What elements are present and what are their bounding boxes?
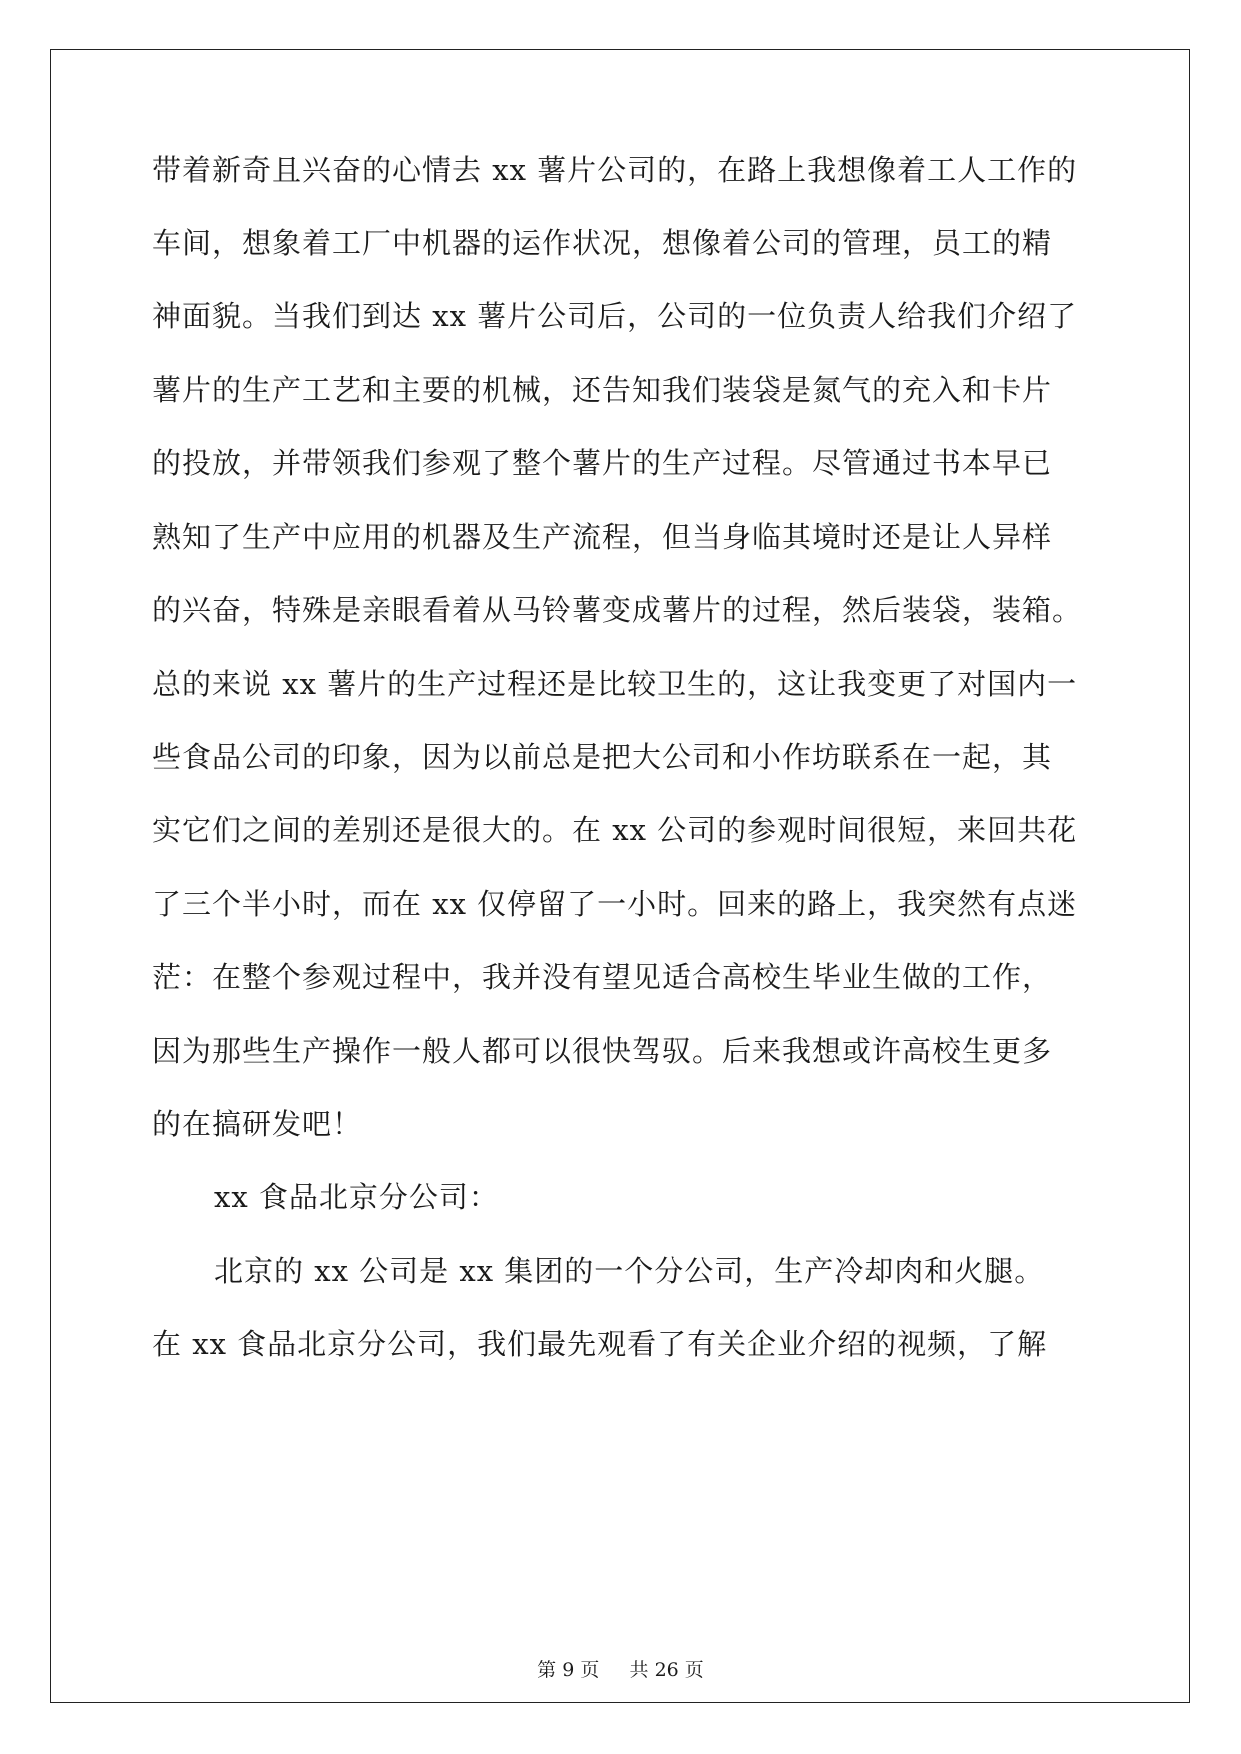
page-number: 第 9 页 [537, 1659, 600, 1681]
text-line: 的投放，并带领我们参观了整个薯片的生产过程。尽管通过书本早已 [152, 446, 1053, 480]
text-line: 神面貌。当我们到达 xx 薯片公司后，公司的一位负责人给我们介绍了 [152, 299, 1078, 333]
section-heading: xx 食品北京分公司： [214, 1180, 499, 1214]
text-line: 因为那些生产操作一般人都可以很快驾驭。后来我想或许高校生更多 [152, 1034, 1053, 1068]
text-line: 总的来说 xx 薯片的生产过程还是比较卫生的，这让我变更了对国内一 [152, 667, 1078, 701]
text-line: 实它们之间的差别还是很大的。在 xx 公司的参观时间很短，来回共花 [152, 813, 1078, 847]
page-footer [0, 1658, 1241, 1682]
text-line: 了三个半小时，而在 xx 仅停留了一小时。回来的路上，我突然有点迷 [152, 887, 1078, 921]
text-line: 薯片的生产工艺和主要的机械，还告知我们装袋是氮气的充入和卡片 [152, 373, 1053, 407]
text-line: 的在搞研发吧！ [152, 1107, 363, 1141]
text-line: 在 xx 食品北京分公司，我们最先观看了有关企业介绍的视频，了解 [152, 1327, 1048, 1361]
text-line: 些食品公司的印象，因为以前总是把大公司和小作坊联系在一起，其 [152, 740, 1053, 774]
text-line: 北京的 xx 公司是 xx 集团的一个分公司，生产冷却肉和火腿。 [214, 1254, 1045, 1288]
page-total: 共 26 页 [629, 1659, 704, 1681]
text-line: 的兴奋，特殊是亲眼看着从马铃薯变成薯片的过程，然后装袋，装箱。 [152, 593, 1083, 627]
text-line: 熟知了生产中应用的机器及生产流程，但当身临其境时还是让人异样 [152, 520, 1053, 554]
text-line: 车间，想象着工厂中机器的运作状况，想像着公司的管理，员工的精 [152, 226, 1053, 260]
text-line: 带着新奇且兴奋的心情去 xx 薯片公司的，在路上我想像着工人工作的 [152, 153, 1078, 187]
text-line: 茫：在整个参观过程中，我并没有望见适合高校生毕业生做的工作， [152, 960, 1053, 994]
